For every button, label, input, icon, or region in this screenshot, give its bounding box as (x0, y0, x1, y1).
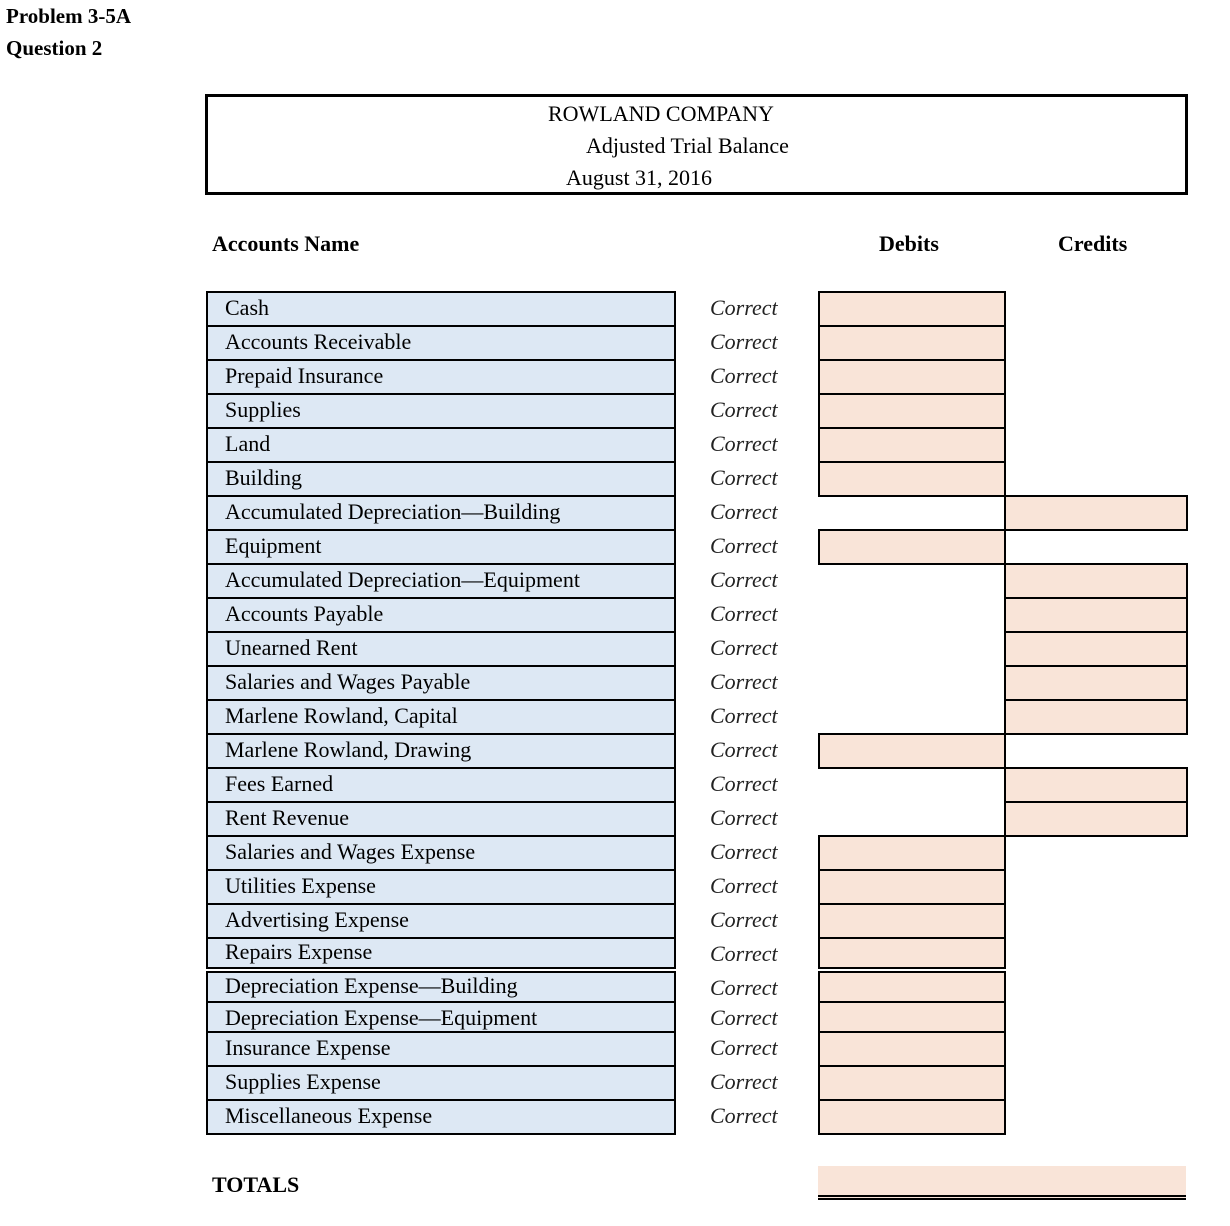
account-name-cell: Accumulated Depreciation—Equipment (206, 563, 676, 599)
status-label: Correct (710, 771, 778, 796)
status-label: Correct (710, 601, 778, 626)
status-label: Correct (710, 295, 778, 320)
total-debits-input[interactable] (818, 1166, 1006, 1200)
status-label: Correct (710, 567, 778, 592)
status-label: Correct (710, 329, 778, 354)
debits-header: Debits (879, 231, 939, 256)
account-name-cell: Repairs Expense (206, 937, 676, 969)
status-label: Correct (710, 465, 778, 490)
credit-amount-input[interactable] (1004, 495, 1188, 531)
debit-amount-input[interactable] (818, 393, 1006, 429)
statement-date: August 31, 2016 (566, 165, 713, 190)
debit-amount-input[interactable] (818, 733, 1006, 769)
debit-amount-input[interactable] (818, 971, 1006, 1003)
status-label: Correct (710, 839, 778, 864)
company-name: ROWLAND COMPANY (548, 101, 774, 126)
credit-amount-input[interactable] (1004, 699, 1188, 735)
status-label: Correct (710, 533, 778, 558)
debit-amount-input[interactable] (818, 835, 1006, 871)
debit-amount-input[interactable] (818, 869, 1006, 905)
status-label: Correct (710, 975, 778, 1000)
account-name-cell: Supplies Expense (206, 1065, 676, 1101)
account-name-cell: Fees Earned (206, 767, 676, 803)
account-name-cell: Rent Revenue (206, 801, 676, 837)
status-label: Correct (710, 873, 778, 898)
credit-amount-input[interactable] (1004, 801, 1188, 837)
status-label: Correct (710, 669, 778, 694)
status-label: Correct (710, 1035, 778, 1060)
account-name-cell: Land (206, 427, 676, 463)
account-name-cell: Salaries and Wages Expense (206, 835, 676, 871)
account-name-cell: Supplies (206, 393, 676, 429)
debit-amount-input[interactable] (818, 903, 1006, 939)
debit-amount-input[interactable] (818, 461, 1006, 497)
debit-amount-input[interactable] (818, 359, 1006, 395)
account-name-cell: Marlene Rowland, Drawing (206, 733, 676, 769)
account-name-cell: Utilities Expense (206, 869, 676, 905)
question-label: Question 2 (6, 36, 103, 60)
status-label: Correct (710, 737, 778, 762)
account-name-cell: Salaries and Wages Payable (206, 665, 676, 701)
statement-header-box (205, 94, 1188, 195)
debit-amount-input[interactable] (818, 291, 1006, 327)
debit-amount-input[interactable] (818, 325, 1006, 361)
account-name-cell: Advertising Expense (206, 903, 676, 939)
credits-header: Credits (1058, 231, 1128, 256)
account-name-cell: Marlene Rowland, Capital (206, 699, 676, 735)
credit-amount-input[interactable] (1004, 665, 1188, 701)
status-label: Correct (710, 805, 778, 830)
credit-amount-input[interactable] (1004, 563, 1188, 599)
status-label: Correct (710, 1005, 778, 1030)
accounts-name-header: Accounts Name (212, 231, 360, 256)
debit-amount-input[interactable] (818, 427, 1006, 463)
debit-amount-input[interactable] (818, 1099, 1006, 1135)
account-name-cell: Accumulated Depreciation—Building (206, 495, 676, 531)
account-name-cell: Prepaid Insurance (206, 359, 676, 395)
status-label: Correct (710, 431, 778, 456)
status-label: Correct (710, 363, 778, 388)
total-credits-input[interactable] (1004, 1166, 1186, 1200)
account-name-cell: Accounts Payable (206, 597, 676, 633)
credit-amount-input[interactable] (1004, 767, 1188, 803)
debit-amount-input[interactable] (818, 1065, 1006, 1101)
status-label: Correct (710, 1103, 778, 1128)
credit-amount-input[interactable] (1004, 631, 1188, 667)
credit-amount-input[interactable] (1004, 597, 1188, 633)
account-name-cell: Insurance Expense (206, 1031, 676, 1067)
account-name-cell: Accounts Receivable (206, 325, 676, 361)
status-label: Correct (710, 635, 778, 660)
account-name-cell: Equipment (206, 529, 676, 565)
account-name-cell: Unearned Rent (206, 631, 676, 667)
status-label: Correct (710, 941, 778, 966)
status-label: Correct (710, 907, 778, 932)
account-name-cell: Depreciation Expense—Building (206, 971, 676, 1003)
status-label: Correct (710, 1069, 778, 1094)
problem-label: Problem 3-5A (6, 4, 132, 28)
status-label: Correct (710, 499, 778, 524)
status-label: Correct (710, 397, 778, 422)
debit-amount-input[interactable] (818, 1031, 1006, 1067)
status-label: Correct (710, 703, 778, 728)
account-name-cell: Depreciation Expense—Equipment (206, 1001, 676, 1037)
totals-label: TOTALS (212, 1172, 300, 1197)
debit-amount-input[interactable] (818, 529, 1006, 565)
debit-amount-input[interactable] (818, 937, 1006, 969)
account-name-cell: Cash (206, 291, 676, 327)
account-name-cell: Miscellaneous Expense (206, 1099, 676, 1135)
account-name-cell: Building (206, 461, 676, 497)
statement-title: Adjusted Trial Balance (586, 133, 789, 158)
